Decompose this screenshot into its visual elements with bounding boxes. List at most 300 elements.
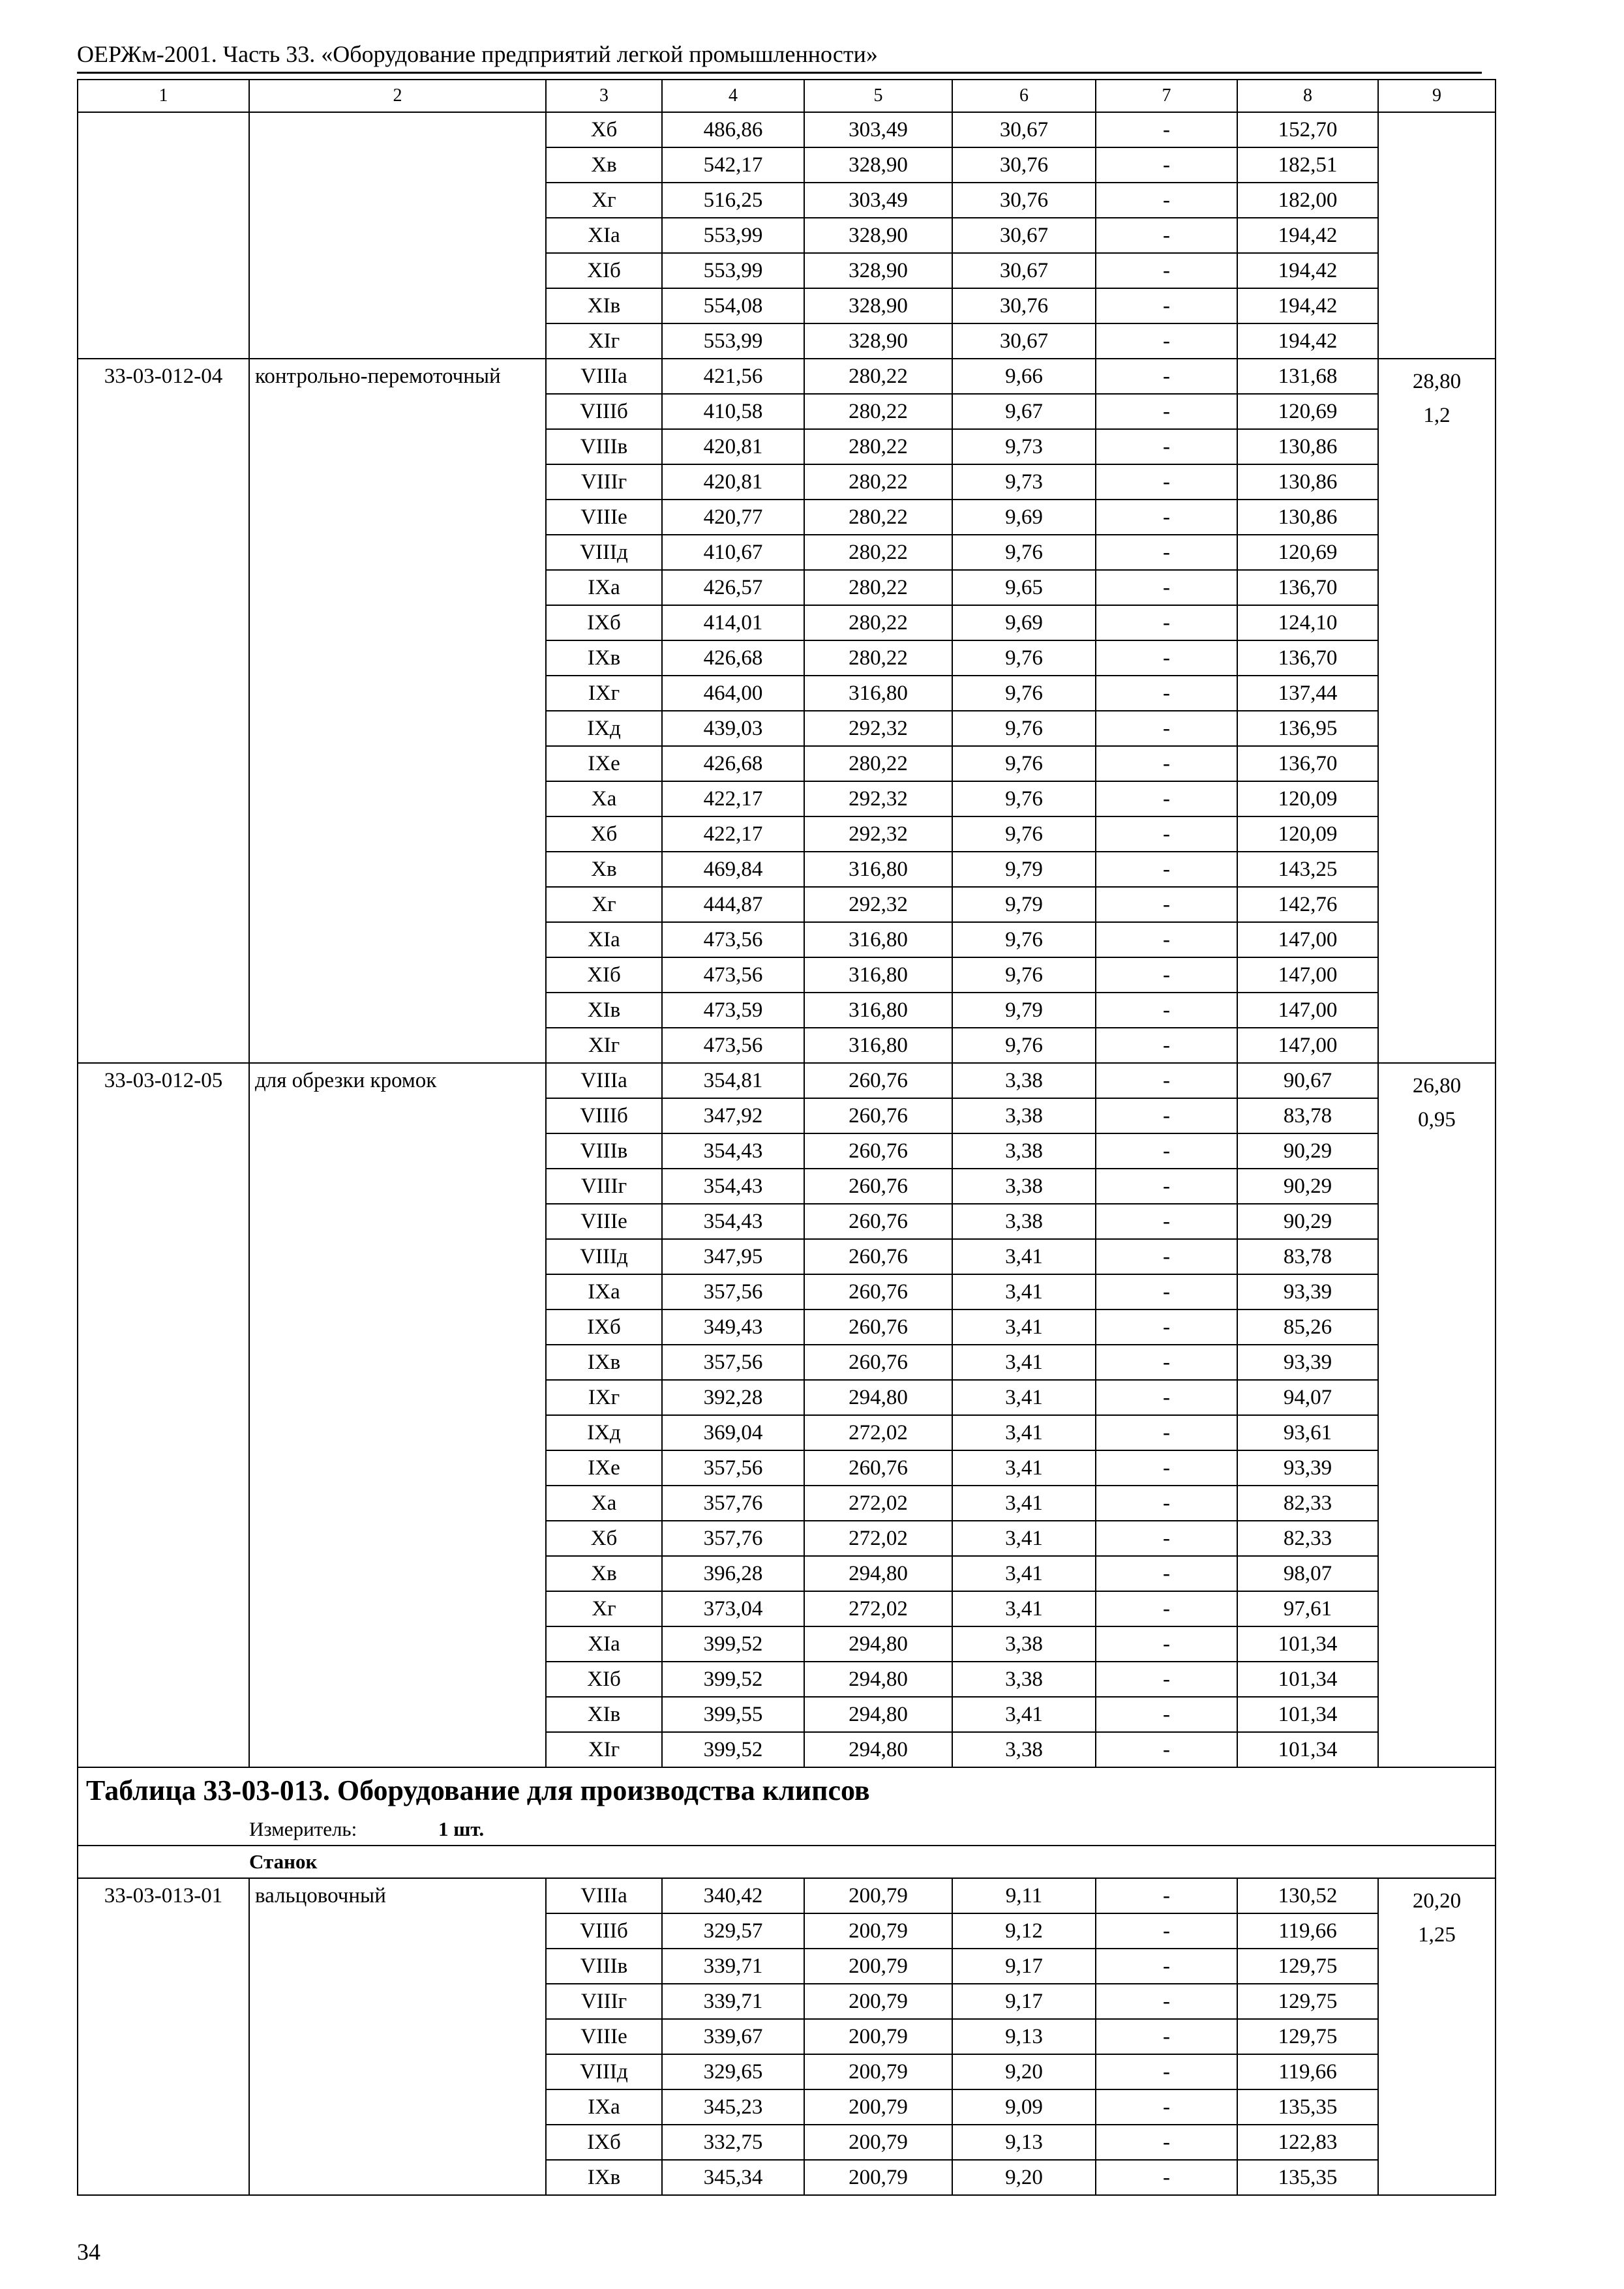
table-cell: 340,42 xyxy=(662,1878,804,1913)
table-cell: 129,75 xyxy=(1237,2019,1378,2054)
table-cell: 3,41 xyxy=(952,1345,1096,1380)
table-cell: 260,76 xyxy=(804,1063,952,1098)
table-cell: - xyxy=(1096,1098,1237,1133)
table-cell: 9,13 xyxy=(952,2019,1096,2054)
table-cell: - xyxy=(1096,1204,1237,1239)
table-cell: 426,68 xyxy=(662,640,804,676)
table-cell: 280,22 xyxy=(804,464,952,500)
table-cell: 553,99 xyxy=(662,253,804,288)
column-number: 8 xyxy=(1237,80,1378,112)
table-cell: 97,61 xyxy=(1237,1591,1378,1626)
table-cell: - xyxy=(1096,1662,1237,1697)
table-cell: 328,90 xyxy=(804,323,952,359)
table-cell: 553,99 xyxy=(662,218,804,253)
table-cell: 194,42 xyxy=(1237,288,1378,323)
table-cell: 339,71 xyxy=(662,1984,804,2019)
table-cell: 339,67 xyxy=(662,2019,804,2054)
name-cell: для обрезки кромок xyxy=(249,1063,546,1767)
meter-label: Измеритель: xyxy=(249,1818,357,1840)
table-cell: - xyxy=(1096,711,1237,746)
table-cell: - xyxy=(1096,1450,1237,1486)
code-cell: 33-03-012-04 xyxy=(78,359,249,1063)
table-cell: 120,09 xyxy=(1237,781,1378,816)
table-cell: 260,76 xyxy=(804,1450,952,1486)
table-row xyxy=(78,112,1496,147)
table-cell: - xyxy=(1096,1913,1237,1949)
table-cell: 280,22 xyxy=(804,535,952,570)
table-cell: - xyxy=(1096,359,1237,394)
table-cell: - xyxy=(1096,570,1237,605)
extra-value: 0,95 xyxy=(1418,1108,1456,1131)
table-cell: 9,13 xyxy=(952,2125,1096,2160)
table-cell: - xyxy=(1096,500,1237,535)
table-cell: 120,69 xyxy=(1237,535,1378,570)
name-cell xyxy=(249,112,546,359)
table-cell: VIIIа xyxy=(546,1063,662,1098)
table-cell: 3,41 xyxy=(952,1697,1096,1732)
table-cell: VIIIг xyxy=(546,464,662,500)
table-cell: 280,22 xyxy=(804,500,952,535)
table-cell: 136,70 xyxy=(1237,746,1378,781)
table-cell: 200,79 xyxy=(804,2019,952,2054)
table-cell: 260,76 xyxy=(804,1204,952,1239)
table-cell: 316,80 xyxy=(804,852,952,887)
table-cell: 9,20 xyxy=(952,2054,1096,2089)
table-cell: 554,08 xyxy=(662,288,804,323)
name-cell: контрольно-перемоточный xyxy=(249,359,546,1063)
table-cell: - xyxy=(1096,288,1237,323)
column-number: 7 xyxy=(1096,80,1237,112)
table-cell: 9,76 xyxy=(952,640,1096,676)
table-cell: - xyxy=(1096,2125,1237,2160)
table-cell: VIIIг xyxy=(546,1984,662,2019)
table-cell: 129,75 xyxy=(1237,1949,1378,1984)
extra-value: 1,25 xyxy=(1418,1923,1456,1947)
table-cell: 316,80 xyxy=(804,957,952,993)
table-cell: 93,61 xyxy=(1237,1415,1378,1450)
table-cell: VIIIе xyxy=(546,1204,662,1239)
table-cell: - xyxy=(1096,887,1237,922)
table-cell: VIIIд xyxy=(546,1239,662,1274)
table-cell: 101,34 xyxy=(1237,1662,1378,1697)
table-cell: 90,29 xyxy=(1237,1204,1378,1239)
table-cell: - xyxy=(1096,1169,1237,1204)
table-cell: 9,76 xyxy=(952,781,1096,816)
table-cell: 260,76 xyxy=(804,1169,952,1204)
table-cell: - xyxy=(1096,1591,1237,1626)
table-cell: 294,80 xyxy=(804,1380,952,1415)
extra-value: 1,2 xyxy=(1423,404,1451,427)
table-cell: 119,66 xyxy=(1237,1913,1378,1949)
table-cell: Хб xyxy=(546,1521,662,1556)
table-cell: 136,95 xyxy=(1237,711,1378,746)
table-cell: 3,41 xyxy=(952,1239,1096,1274)
table-cell: 345,34 xyxy=(662,2160,804,2195)
table-row xyxy=(78,1063,1496,1098)
page-number: 34 xyxy=(77,2239,100,2265)
table-cell: 9,66 xyxy=(952,359,1096,394)
table-cell: 129,75 xyxy=(1237,1984,1378,2019)
table-cell: 200,79 xyxy=(804,1949,952,1984)
table-cell: 131,68 xyxy=(1237,359,1378,394)
table-cell: ХIг xyxy=(546,1028,662,1063)
table-cell: 354,43 xyxy=(662,1169,804,1204)
column-number: 6 xyxy=(952,80,1096,112)
table-cell: 9,76 xyxy=(952,957,1096,993)
table-cell: 373,04 xyxy=(662,1591,804,1626)
table-cell: - xyxy=(1096,1133,1237,1169)
table-cell: 414,01 xyxy=(662,605,804,640)
table-cell: 122,83 xyxy=(1237,2125,1378,2160)
table-cell: 30,67 xyxy=(952,253,1096,288)
table-cell: 339,71 xyxy=(662,1949,804,1984)
table-cell: 357,76 xyxy=(662,1486,804,1521)
table-cell: 194,42 xyxy=(1237,253,1378,288)
table-cell: 347,95 xyxy=(662,1239,804,1274)
table-cell: 294,80 xyxy=(804,1697,952,1732)
table-cell: 9,76 xyxy=(952,746,1096,781)
table-cell: 9,79 xyxy=(952,852,1096,887)
table-cell: 422,17 xyxy=(662,781,804,816)
table-cell: Хб xyxy=(546,816,662,852)
table-cell: 542,17 xyxy=(662,147,804,183)
table-cell: 280,22 xyxy=(804,746,952,781)
table-cell: 3,38 xyxy=(952,1098,1096,1133)
table-cell: ХIг xyxy=(546,1732,662,1767)
table-cell: 354,81 xyxy=(662,1063,804,1098)
table-cell: - xyxy=(1096,676,1237,711)
table-cell: 280,22 xyxy=(804,394,952,429)
table-cell: 294,80 xyxy=(804,1732,952,1767)
extra-cell xyxy=(1378,112,1496,359)
table-cell: 328,90 xyxy=(804,147,952,183)
table-cell: - xyxy=(1096,746,1237,781)
table-cell: - xyxy=(1096,605,1237,640)
table-cell: 357,56 xyxy=(662,1274,804,1309)
table-cell: 9,17 xyxy=(952,1949,1096,1984)
table-cell: VIIIб xyxy=(546,1913,662,1949)
table-cell: 3,38 xyxy=(952,1063,1096,1098)
table-cell: VIIIв xyxy=(546,1949,662,1984)
table-cell: 3,41 xyxy=(952,1380,1096,1415)
table-cell: 200,79 xyxy=(804,1878,952,1913)
table-cell: 200,79 xyxy=(804,2054,952,2089)
table-cell: 410,58 xyxy=(662,394,804,429)
table-cell: 124,10 xyxy=(1237,605,1378,640)
table-cell: IXб xyxy=(546,1309,662,1345)
table-cell: VIIIв xyxy=(546,1133,662,1169)
table-cell: - xyxy=(1096,535,1237,570)
table-cell: 90,29 xyxy=(1237,1133,1378,1169)
table-cell: 147,00 xyxy=(1237,993,1378,1028)
table-cell: ХIа xyxy=(546,1626,662,1662)
table-cell: 396,28 xyxy=(662,1556,804,1591)
table-cell: IXг xyxy=(546,676,662,711)
column-number: 1 xyxy=(78,80,249,112)
table-cell: 9,69 xyxy=(952,500,1096,535)
table-cell: 147,00 xyxy=(1237,922,1378,957)
table-cell: 98,07 xyxy=(1237,1556,1378,1591)
table-cell: IXа xyxy=(546,570,662,605)
table-cell: - xyxy=(1096,2054,1237,2089)
table-cell: 357,76 xyxy=(662,1521,804,1556)
table-cell: - xyxy=(1096,993,1237,1028)
table-cell: 303,49 xyxy=(804,112,952,147)
table-cell: 83,78 xyxy=(1237,1098,1378,1133)
table-cell: 294,80 xyxy=(804,1626,952,1662)
table-cell: 30,76 xyxy=(952,183,1096,218)
table-cell: Хг xyxy=(546,887,662,922)
table-cell: 303,49 xyxy=(804,183,952,218)
table-cell: 3,38 xyxy=(952,1169,1096,1204)
table-cell: - xyxy=(1096,394,1237,429)
table-cell: 3,41 xyxy=(952,1274,1096,1309)
table-cell: 280,22 xyxy=(804,570,952,605)
table-cell: Хв xyxy=(546,147,662,183)
table-cell: 147,00 xyxy=(1237,1028,1378,1063)
table-cell: - xyxy=(1096,1984,1237,2019)
table-cell: - xyxy=(1096,147,1237,183)
table-cell: 292,32 xyxy=(804,711,952,746)
table-cell: ХIб xyxy=(546,1662,662,1697)
table-cell: VIIIа xyxy=(546,1878,662,1913)
table-cell: 9,65 xyxy=(952,570,1096,605)
table-title-row xyxy=(78,1767,1496,1814)
extra-cell xyxy=(1378,359,1496,1063)
table-cell: 30,67 xyxy=(952,218,1096,253)
table-cell: 444,87 xyxy=(662,887,804,922)
table-cell: - xyxy=(1096,1486,1237,1521)
table-cell: 473,56 xyxy=(662,957,804,993)
table-cell: IXб xyxy=(546,2125,662,2160)
table-cell: 152,70 xyxy=(1237,112,1378,147)
table-cell: 90,67 xyxy=(1237,1063,1378,1098)
table-cell: 30,76 xyxy=(952,147,1096,183)
table-cell: 260,76 xyxy=(804,1239,952,1274)
table-cell: 9,73 xyxy=(952,464,1096,500)
table-cell: 9,79 xyxy=(952,887,1096,922)
table-cell: 260,76 xyxy=(804,1098,952,1133)
table-cell: - xyxy=(1096,1274,1237,1309)
table-cell: 272,02 xyxy=(804,1521,952,1556)
table-cell: - xyxy=(1096,1239,1237,1274)
table-cell: 349,43 xyxy=(662,1309,804,1345)
table-cell: 292,32 xyxy=(804,816,952,852)
table-cell: IXа xyxy=(546,2089,662,2125)
table-cell: 422,17 xyxy=(662,816,804,852)
table-cell: 30,67 xyxy=(952,323,1096,359)
table-cell: Хв xyxy=(546,852,662,887)
column-number: 3 xyxy=(546,80,662,112)
table-cell: 260,76 xyxy=(804,1274,952,1309)
table-cell: 280,22 xyxy=(804,605,952,640)
table-cell: - xyxy=(1096,183,1237,218)
table-cell: 316,80 xyxy=(804,993,952,1028)
table-cell: 369,04 xyxy=(662,1415,804,1450)
table-cell: 9,17 xyxy=(952,1984,1096,2019)
table-cell: 332,75 xyxy=(662,2125,804,2160)
column-number: 9 xyxy=(1378,80,1496,112)
table-cell: - xyxy=(1096,1063,1237,1098)
table-cell: 426,57 xyxy=(662,570,804,605)
table-cell: - xyxy=(1096,2160,1237,2195)
table-cell: 130,86 xyxy=(1237,500,1378,535)
table-cell: Ха xyxy=(546,781,662,816)
table-cell: ХIв xyxy=(546,993,662,1028)
table-cell: 119,66 xyxy=(1237,2054,1378,2089)
meter xyxy=(78,1814,1496,1846)
table-cell: 90,29 xyxy=(1237,1169,1378,1204)
table-cell: 357,56 xyxy=(662,1450,804,1486)
table-cell: 93,39 xyxy=(1237,1274,1378,1309)
table-cell: 473,56 xyxy=(662,1028,804,1063)
table-cell: 272,02 xyxy=(804,1486,952,1521)
table-cell: VIIIе xyxy=(546,2019,662,2054)
table-cell: 420,81 xyxy=(662,429,804,464)
table-cell: 420,81 xyxy=(662,464,804,500)
name-cell: вальцовочный xyxy=(249,1878,546,2195)
table-cell: - xyxy=(1096,1345,1237,1380)
table-cell: 30,76 xyxy=(952,288,1096,323)
table-cell: - xyxy=(1096,640,1237,676)
table-cell: 3,38 xyxy=(952,1626,1096,1662)
table-cell: 3,41 xyxy=(952,1556,1096,1591)
table-cell: 136,70 xyxy=(1237,570,1378,605)
table-cell: Хв xyxy=(546,1556,662,1591)
rates-table xyxy=(77,79,1496,2196)
table-cell: - xyxy=(1096,957,1237,993)
table-cell: 421,56 xyxy=(662,359,804,394)
table-cell: 469,84 xyxy=(662,852,804,887)
table-cell: 316,80 xyxy=(804,922,952,957)
table-cell: 82,33 xyxy=(1237,1521,1378,1556)
table-cell: 357,56 xyxy=(662,1345,804,1380)
table-cell: - xyxy=(1096,1697,1237,1732)
table-cell: IXд xyxy=(546,711,662,746)
table-cell: 328,90 xyxy=(804,218,952,253)
table-cell: 260,76 xyxy=(804,1345,952,1380)
table-cell: Хг xyxy=(546,183,662,218)
table-cell: 516,25 xyxy=(662,183,804,218)
table-cell: 142,76 xyxy=(1237,887,1378,922)
table-cell: Хг xyxy=(546,1591,662,1626)
table-cell: 3,41 xyxy=(952,1309,1096,1345)
table-cell: 94,07 xyxy=(1237,1380,1378,1415)
table-cell: 345,23 xyxy=(662,2089,804,2125)
header-divider xyxy=(77,72,1482,74)
table-cell: 9,76 xyxy=(952,816,1096,852)
table-cell: 3,38 xyxy=(952,1204,1096,1239)
table-cell: VIIIв xyxy=(546,429,662,464)
table-cell: 260,76 xyxy=(804,1309,952,1345)
table-cell: ХIг xyxy=(546,323,662,359)
table-cell: IXе xyxy=(546,746,662,781)
table-cell: 328,90 xyxy=(804,288,952,323)
table-cell: Ха xyxy=(546,1486,662,1521)
table-cell: 3,41 xyxy=(952,1415,1096,1450)
table-cell: 143,25 xyxy=(1237,852,1378,887)
table-cell: 486,86 xyxy=(662,112,804,147)
table-cell: IXв xyxy=(546,2160,662,2195)
table-cell: ХIв xyxy=(546,1697,662,1732)
table-cell: 9,67 xyxy=(952,394,1096,429)
table-cell: 347,92 xyxy=(662,1098,804,1133)
table-cell: 280,22 xyxy=(804,359,952,394)
meter-value: 1 шт. xyxy=(438,1818,485,1840)
column-number: 4 xyxy=(662,80,804,112)
table-title: Таблица 33-03-013. Оборудование для производства клипсов xyxy=(78,1767,1496,1814)
table-cell: 294,80 xyxy=(804,1556,952,1591)
table-cell: - xyxy=(1096,253,1237,288)
table-cell: 410,67 xyxy=(662,535,804,570)
table-cell: IXв xyxy=(546,640,662,676)
table-cell: 85,26 xyxy=(1237,1309,1378,1345)
table-cell: ХIа xyxy=(546,218,662,253)
table-cell: 292,32 xyxy=(804,887,952,922)
table-cell: 399,52 xyxy=(662,1662,804,1697)
table-cell: VIIIб xyxy=(546,1098,662,1133)
table-cell: - xyxy=(1096,1732,1237,1767)
extra-value: 26,80 xyxy=(1412,1074,1462,1098)
table-cell: 9,09 xyxy=(952,2089,1096,2125)
table-cell: VIIIе xyxy=(546,500,662,535)
table-cell: IXа xyxy=(546,1274,662,1309)
table-cell: 3,41 xyxy=(952,1521,1096,1556)
table-cell: IXе xyxy=(546,1450,662,1486)
table-cell: - xyxy=(1096,2089,1237,2125)
table-cell: - xyxy=(1096,323,1237,359)
column-number-row xyxy=(78,80,1496,112)
extra-cell xyxy=(1378,1878,1496,2195)
table-cell: 120,09 xyxy=(1237,816,1378,852)
table-cell: 9,79 xyxy=(952,993,1096,1028)
table-cell: IXб xyxy=(546,605,662,640)
table-cell: 9,76 xyxy=(952,1028,1096,1063)
running-header: ОЕРЖм-2001. Часть 33. «Оборудование предприятий легкой промышленности» xyxy=(77,41,878,67)
table-cell: - xyxy=(1096,1309,1237,1345)
table-cell: 399,52 xyxy=(662,1626,804,1662)
section-label: Станок xyxy=(78,1846,1496,1878)
table-cell: 392,28 xyxy=(662,1380,804,1415)
table-cell: IXг xyxy=(546,1380,662,1415)
table-cell: VIIIг xyxy=(546,1169,662,1204)
table-cell: 464,00 xyxy=(662,676,804,711)
table-cell: 182,00 xyxy=(1237,183,1378,218)
table-cell: 93,39 xyxy=(1237,1345,1378,1380)
column-number: 2 xyxy=(249,80,546,112)
extra-value: 20,20 xyxy=(1412,1889,1462,1913)
table-cell: 120,69 xyxy=(1237,394,1378,429)
table-cell: 194,42 xyxy=(1237,323,1378,359)
table-cell: IXв xyxy=(546,1345,662,1380)
table-cell: 9,76 xyxy=(952,711,1096,746)
table-cell: 83,78 xyxy=(1237,1239,1378,1274)
table-cell: 93,39 xyxy=(1237,1450,1378,1486)
table-cell: 473,56 xyxy=(662,922,804,957)
code-cell xyxy=(78,112,249,359)
table-cell: - xyxy=(1096,1028,1237,1063)
table-cell: 553,99 xyxy=(662,323,804,359)
table-cell: - xyxy=(1096,112,1237,147)
table-cell: 292,32 xyxy=(804,781,952,816)
table-cell: 101,34 xyxy=(1237,1732,1378,1767)
code-cell: 33-03-013-01 xyxy=(78,1878,249,2195)
table-cell: 399,55 xyxy=(662,1697,804,1732)
table-cell: 30,67 xyxy=(952,112,1096,147)
table-cell: 3,38 xyxy=(952,1662,1096,1697)
table-cell: 82,33 xyxy=(1237,1486,1378,1521)
table-cell: 316,80 xyxy=(804,1028,952,1063)
